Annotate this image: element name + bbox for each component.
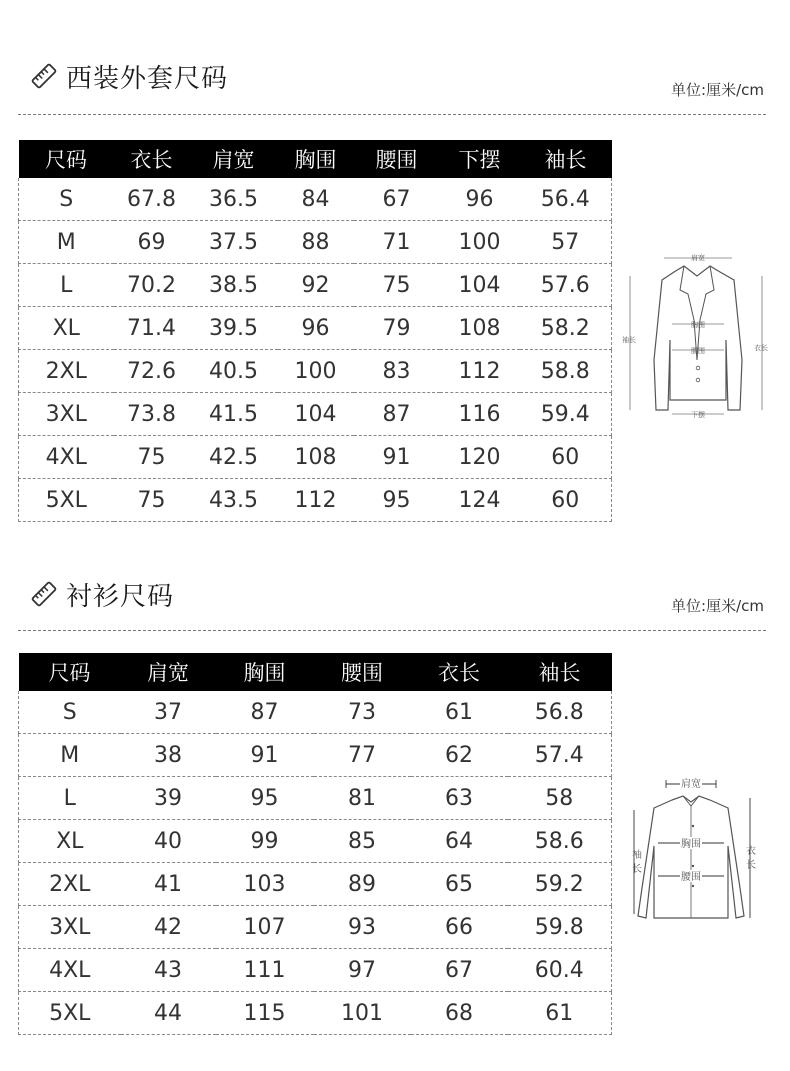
table-cell: 101 [314, 992, 411, 1035]
sleeve-label-2: 长 [632, 864, 642, 875]
shirt-unit-label: 单位:厘米/cm [671, 597, 764, 615]
table-cell: 59.8 [508, 906, 612, 949]
table-cell: 75 [354, 264, 440, 307]
table-cell: 37.5 [190, 221, 278, 264]
table-cell: 57.6 [520, 264, 612, 307]
table-cell: 5XL [19, 992, 121, 1035]
table-cell: 63 [411, 777, 508, 820]
table-cell: 41 [121, 863, 216, 906]
table-cell: 77 [314, 734, 411, 777]
length-label-2: 长 [746, 860, 756, 871]
table-cell: 96 [440, 178, 520, 221]
table-header-row [19, 140, 612, 178]
table-cell: 36.5 [190, 178, 278, 221]
table-cell: 56.8 [508, 691, 612, 734]
table-cell: 59.4 [520, 393, 612, 436]
table-cell: 108 [440, 307, 520, 350]
table-cell: 69 [114, 221, 190, 264]
table-cell: 57 [520, 221, 612, 264]
blazer-size-table [18, 140, 612, 522]
table-cell: 91 [354, 436, 440, 479]
hem-label: 下摆 [691, 411, 705, 419]
table-row [19, 777, 612, 820]
table-row [19, 221, 612, 264]
table-row [19, 436, 612, 479]
blazer-measurement-diagram [622, 250, 772, 425]
table-cell: 115 [216, 992, 314, 1035]
table-cell: 65 [411, 863, 508, 906]
table-cell: 57.4 [508, 734, 612, 777]
table-cell: 104 [440, 264, 520, 307]
header-cell: 袖长 [520, 140, 612, 178]
table-row [19, 307, 612, 350]
table-cell: 89 [314, 863, 411, 906]
length-label-1: 衣 [746, 846, 756, 857]
table-cell: 104 [278, 393, 354, 436]
length-label: 衣长 [754, 344, 768, 352]
table-cell: 68 [411, 992, 508, 1035]
header-cell: 衣长 [411, 653, 508, 691]
header-cell: 肩宽 [121, 653, 216, 691]
table-row [19, 992, 612, 1035]
table-cell: 58.2 [520, 307, 612, 350]
table-cell: 100 [278, 350, 354, 393]
table-cell: 108 [278, 436, 354, 479]
table-cell: 91 [216, 734, 314, 777]
table-cell: 81 [314, 777, 411, 820]
table-cell: 99 [216, 820, 314, 863]
table-cell: 60 [520, 436, 612, 479]
header-cell: 腰围 [354, 140, 440, 178]
table-cell: XL [19, 307, 114, 350]
table-cell: 71 [354, 221, 440, 264]
table-cell: L [19, 777, 121, 820]
table-cell: 2XL [19, 350, 114, 393]
table-cell: 83 [354, 350, 440, 393]
table-cell: 112 [440, 350, 520, 393]
header-cell: 下摆 [440, 140, 520, 178]
table-cell: 107 [216, 906, 314, 949]
table-cell: 41.5 [190, 393, 278, 436]
shirt-size-section [0, 540, 790, 1071]
table-row [19, 393, 612, 436]
table-row [19, 820, 612, 863]
blazer-outline [654, 266, 742, 410]
table-cell: 37 [121, 691, 216, 734]
table-cell: 58.6 [508, 820, 612, 863]
table-cell: 73.8 [114, 393, 190, 436]
table-cell: 111 [216, 949, 314, 992]
table-cell: 87 [216, 691, 314, 734]
table-cell: 62 [411, 734, 508, 777]
table-row [19, 264, 612, 307]
table-row [19, 906, 612, 949]
table-row [19, 949, 612, 992]
table-cell: S [19, 691, 121, 734]
shirt-size-table [18, 653, 612, 1035]
table-cell: 116 [440, 393, 520, 436]
table-cell: 103 [216, 863, 314, 906]
table-cell: 2XL [19, 863, 121, 906]
table-cell: 95 [354, 479, 440, 522]
table-cell: 61 [411, 691, 508, 734]
blazer-section-title [30, 58, 228, 94]
table-cell: 4XL [19, 949, 121, 992]
table-cell: 75 [114, 436, 190, 479]
table-row [19, 350, 612, 393]
table-cell: 97 [314, 949, 411, 992]
table-cell: 67.8 [114, 178, 190, 221]
table-cell: 66 [411, 906, 508, 949]
table-cell: 40 [121, 820, 216, 863]
table-cell: 38.5 [190, 264, 278, 307]
table-cell: 56.4 [520, 178, 612, 221]
sleeve-label-1: 袖 [632, 850, 642, 861]
table-header-row [19, 653, 612, 691]
table-cell: 42.5 [190, 436, 278, 479]
table-cell: 92 [278, 264, 354, 307]
table-cell: 43.5 [190, 479, 278, 522]
table-row [19, 734, 612, 777]
header-cell: 袖长 [508, 653, 612, 691]
table-cell: 84 [278, 178, 354, 221]
header-cell: 胸围 [278, 140, 354, 178]
header-cell: 胸围 [216, 653, 314, 691]
table-cell: 95 [216, 777, 314, 820]
table-cell: 43 [121, 949, 216, 992]
header-cell: 腰围 [314, 653, 411, 691]
table-cell: 38 [121, 734, 216, 777]
table-cell: 39.5 [190, 307, 278, 350]
table-cell: 60.4 [508, 949, 612, 992]
header-cell: 尺码 [19, 140, 114, 178]
chest-label: 胸围 [691, 321, 705, 329]
table-cell: 73 [314, 691, 411, 734]
table-cell: 67 [411, 949, 508, 992]
table-cell: 85 [314, 820, 411, 863]
table-cell: 58 [508, 777, 612, 820]
table-cell: S [19, 178, 114, 221]
table-cell: 3XL [19, 393, 114, 436]
shirt-title-text: 衬衫尺码 [66, 581, 175, 612]
table-cell: 100 [440, 221, 520, 264]
ruler-icon [30, 580, 58, 608]
table-cell: 59.2 [508, 863, 612, 906]
header-cell: 衣长 [114, 140, 190, 178]
table-cell: 93 [314, 906, 411, 949]
table-cell: 42 [121, 906, 216, 949]
chest-label: 胸围 [681, 839, 701, 850]
table-cell: 120 [440, 436, 520, 479]
header-cell: 肩宽 [190, 140, 278, 178]
table-cell: 61 [508, 992, 612, 1035]
table-cell: 71.4 [114, 307, 190, 350]
table-cell: 3XL [19, 906, 121, 949]
table-cell: 40.5 [190, 350, 278, 393]
table-cell: 60 [520, 479, 612, 522]
table-cell: 67 [354, 178, 440, 221]
table-cell: 72.6 [114, 350, 190, 393]
table-row [19, 863, 612, 906]
table-cell: 87 [354, 393, 440, 436]
table-cell: 5XL [19, 479, 114, 522]
table-cell: XL [19, 820, 121, 863]
table-cell: M [19, 221, 114, 264]
table-cell: 96 [278, 307, 354, 350]
table-cell: 58.8 [520, 350, 612, 393]
table-cell: 4XL [19, 436, 114, 479]
table-cell: 79 [354, 307, 440, 350]
shoulder-label: 肩宽 [691, 254, 705, 262]
table-cell: 70.2 [114, 264, 190, 307]
table-row [19, 178, 612, 221]
sleeve-label: 袖长 [622, 336, 636, 344]
blazer-title-text: 西装外套尺码 [66, 63, 229, 94]
shirt-divider [18, 630, 766, 631]
table-cell: L [19, 264, 114, 307]
table-cell: M [19, 734, 121, 777]
table-cell: 64 [411, 820, 508, 863]
blazer-unit-label: 单位:厘米/cm [671, 81, 764, 99]
shoulder-label: 肩宽 [681, 779, 701, 790]
table-cell: 124 [440, 479, 520, 522]
shirt-section-title [30, 576, 174, 612]
table-cell: 44 [121, 992, 216, 1035]
shirt-measurement-diagram [628, 776, 763, 926]
table-cell: 112 [278, 479, 354, 522]
table-row [19, 691, 612, 734]
table-cell: 88 [278, 221, 354, 264]
table-cell: 75 [114, 479, 190, 522]
table-row [19, 479, 612, 522]
blazer-divider [18, 114, 766, 115]
ruler-icon [30, 62, 58, 90]
table-cell: 39 [121, 777, 216, 820]
header-cell: 尺码 [19, 653, 121, 691]
waist-label: 腰围 [681, 872, 701, 883]
waist-label: 腰围 [691, 347, 705, 355]
